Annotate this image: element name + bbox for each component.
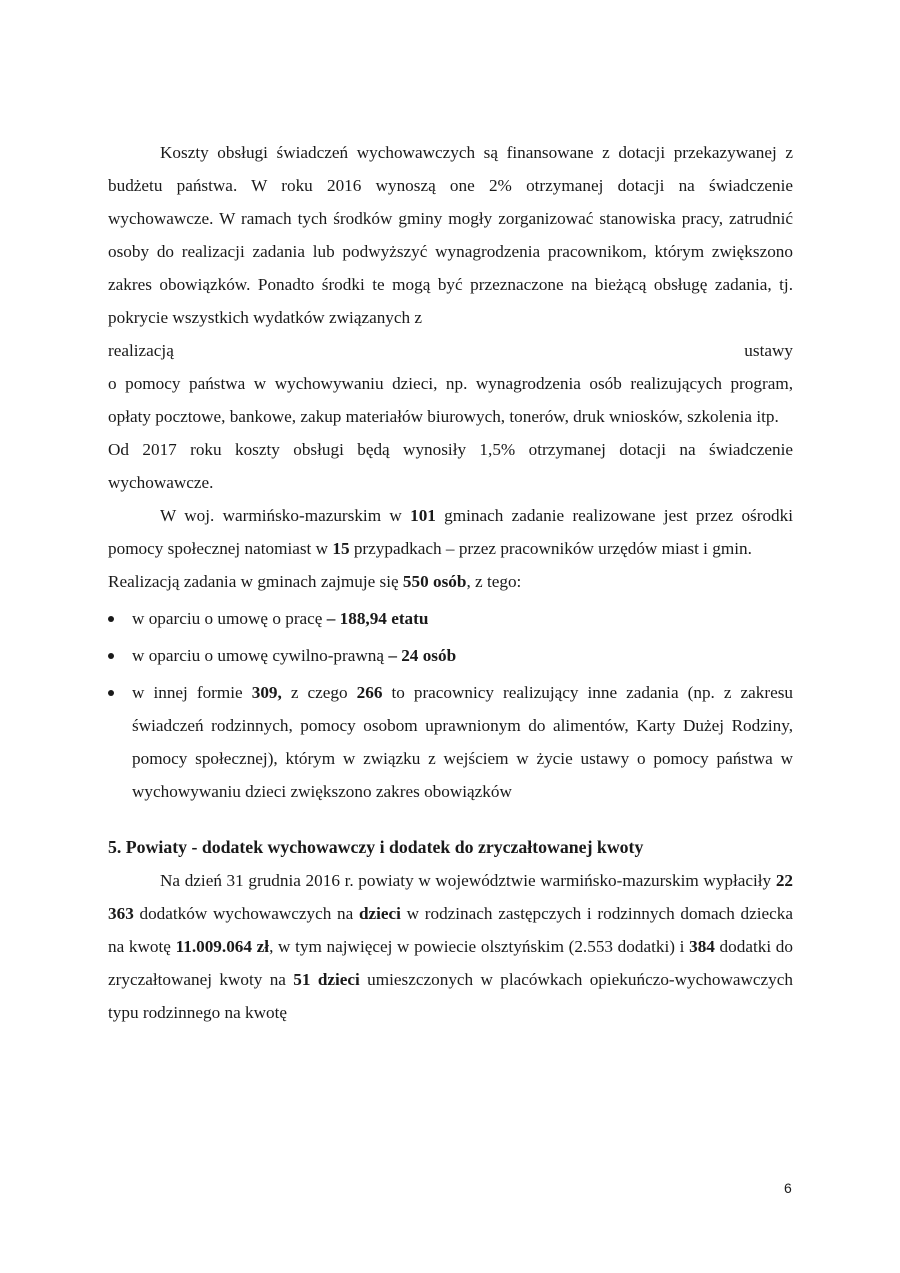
paragraph-costs-split-line (108, 334, 793, 367)
paragraph-costs-text: Koszty obsługi świadczeń wychowawczych są finansowane z dotacji przekazywanej z budżetu państwa. W roku 2016 wynoszą one 2% otrzymanej dotacji na świadczenie wychowawcze. W ramach tych środków gminy mogły zorganizować stanowiska pracy, zatrudnić osoby do realizacji zadania lub podwyższyć wynagrodzenia pracownikom, którym zwiększono zakres obowiązków. Ponadto środki te mogą być przeznaczone na bieżącą obsługę zadania, tj. pokrycie wszystkich wydatków związanych z (108, 143, 793, 327)
text-run: to pracownicy realizujący inne zadania (np. z zakresu świadczeń rodzinnych, pomocy osobom uprawnionym do alimentów, Karty Dużej Rodziny, pomocy społecznej), którym w związku z wejściem w życie ustawy o pomocy państwa w wychowywaniu dzieci zwiększono zakres obowiązków (132, 683, 794, 801)
text-run: dodatków wychowawczych na (133, 904, 359, 923)
page-number: 6 (784, 1180, 792, 1196)
paragraph-costs-continued (108, 367, 793, 433)
split-word-left: realizacją (108, 341, 174, 360)
text-run: w oparciu o umowę cywilno-prawną (132, 646, 389, 665)
bold-number: 384 (689, 937, 715, 956)
paragraph-staff (108, 565, 793, 598)
paragraph-costs (108, 136, 793, 334)
bold-text: – 24 osób (388, 646, 457, 665)
text-run: W woj. warmińsko-mazurskim w (160, 506, 411, 525)
bold-number: 550 osób (402, 572, 467, 591)
text-run: Na dzień 31 grudnia 2016 r. powiaty w województwie warmińsko-mazurskim wypłaciły (160, 871, 776, 890)
text-run: w innej formie (132, 683, 252, 702)
bold-text: 51 dzieci (293, 970, 360, 989)
paragraph-2017-text: Od 2017 roku koszty obsługi będą wynosiły 1,5% otrzymanej dotacji na świadczenie wychowawcze. (108, 440, 793, 492)
bullet-icon (108, 653, 114, 659)
bold-number: 101 (410, 506, 436, 525)
bold-number: 22 363 (108, 871, 793, 923)
section-heading: 5. Powiaty - dodatek wychowawczy i dodatek do zryczałtowanej kwoty (108, 837, 644, 857)
paragraph-voivodeship (108, 499, 793, 565)
bullet-icon (108, 616, 114, 622)
staff-bullet-list (108, 602, 793, 808)
text-run: gminach zadanie realizowane jest przez ośrodki pomocy społecznej natomiast w (108, 506, 794, 558)
bold-number: 11.009.064 zł (175, 937, 270, 956)
text-run: w rodzinach zastępczych i rodzinnych domach dziecka na kwotę (108, 904, 793, 956)
text-run: Realizacją zadania w gminach zajmuje się (108, 572, 403, 591)
split-word-right: ustawy (744, 341, 793, 360)
text-run: przypadkach – przez pracowników urzędów miast i gmin. (349, 539, 752, 558)
paragraph-districts (108, 864, 793, 1029)
text-run: , z tego: (466, 572, 522, 591)
bold-text: 266 (356, 683, 383, 702)
list-item (108, 639, 793, 672)
text-run: z czego (281, 683, 357, 702)
paragraph-2017 (108, 433, 793, 499)
bold-text: dzieci (358, 904, 401, 923)
bold-text: 309, (251, 683, 282, 702)
bold-number: 15 (332, 539, 350, 558)
list-item (108, 602, 793, 635)
text-run: umieszczonych w placówkach opiekuńczo-wychowawczych typu rodzinnego na kwotę (108, 970, 793, 1022)
text-run: w oparciu o umowę o pracę (132, 609, 327, 628)
bullet-icon (108, 690, 114, 696)
bold-text: – 188,94 etatu (326, 609, 429, 628)
paragraph-costs-continued-text: o pomocy państwa w wychowywaniu dzieci, np. wynagrodzenia osób realizujących program, opłaty pocztowe, bankowe, zakup materiałów biurowych, tonerów, druk wniosków, szkolenia itp. (108, 374, 793, 426)
document-page (108, 136, 793, 1029)
text-run: , w tym najwięcej w powiecie olsztyńskim (2.553 dodatki) i (269, 937, 690, 956)
list-item (108, 676, 793, 808)
text-run: dodatki do zryczałtowanej kwoty na (108, 937, 793, 989)
